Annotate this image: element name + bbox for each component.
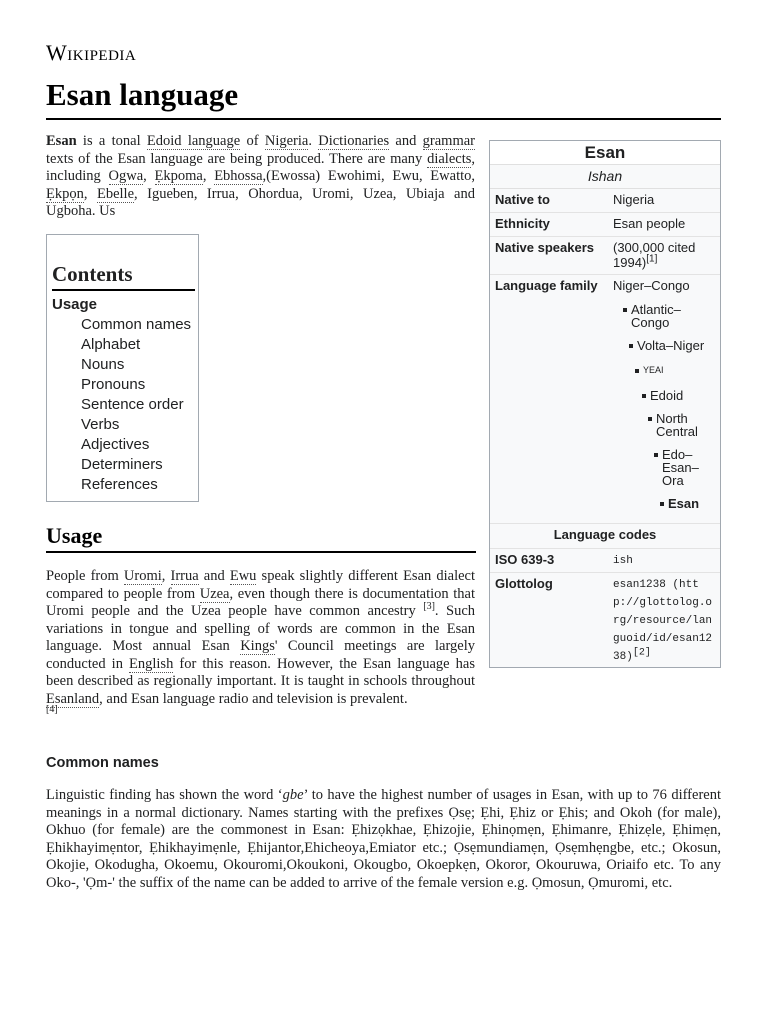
infobox-label[interactable]: Glottolog: [495, 576, 553, 591]
family-tree: [613, 303, 716, 510]
section-heading-usage: Usage: [46, 522, 476, 553]
common-names-text: ’ to have the highest number of usages in Esan, with up to 76 different meanings in a normal dictionary. Names starting with the prefixes Ọsẹ; Ẹhi, Ẹhiz or Ẹhis; and Okoh (for male), Okhuo (for female) are the commonest in Esan: Ẹhizọkhae, Ẹhizojie, Ẹhinọmẹn, Ẹhimanre, Ẹhizẹle, Ẹhimẹn, Ẹhikhayimẹntor, Ẹhikhayimẹnle, Ẹhijantor,Ehicheoya,Emiator etc.; Ọsẹmundiamẹn, Ọsẹmhẹngbe, etc.; Okosun, Okojie, Okodugha, Okoemu, Okouromi,Okoukoni, Okougbo, Okoepkẹn, Okoror, Okouruwa, Oriaifo etc. To any Oko-, 'Ọm-' the suffix of the name can be added to arrive of the female version e.g. Ọmosun, Ọmuromi, etc.: [46, 787, 721, 891]
page-title: Esan language: [46, 76, 721, 120]
link-ewu[interactable]: Ewu: [229, 568, 257, 584]
link-ekpon[interactable]: Ẹkpọn: [46, 185, 84, 202]
common-names-text: Linguistic finding has shown the word ‘: [46, 787, 283, 803]
toc-item-references[interactable]: References: [81, 476, 158, 493]
infobox-value-speakers: [613, 237, 720, 273]
table-of-contents: [46, 234, 199, 502]
usage-text: ' Council meetings are largely conducted in: [46, 638, 475, 672]
intro-text: texts of the Esan language are being produced. There are many: [46, 150, 428, 167]
link-esanland[interactable]: Esanland: [46, 690, 100, 707]
infobox-row-native-to: [490, 189, 720, 213]
intro-text: , Igueben, Irrua, Ohordua, Uromi, Uzea, Ubiaja and Ugboha. Us: [46, 185, 475, 219]
intro-paragraph: [46, 133, 475, 221]
intro-text: .: [308, 133, 319, 149]
toc-item-alphabet[interactable]: Alphabet: [81, 336, 141, 353]
family-node-north-central[interactable]: North Central: [656, 412, 706, 438]
family-node-volta-niger[interactable]: Volta–Niger: [637, 339, 716, 352]
link-uromi[interactable]: Uromi: [123, 568, 162, 584]
link-nigeria[interactable]: Nigeria: [264, 133, 309, 149]
intro-text: ,: [143, 168, 155, 184]
intro-text: ,: [83, 185, 97, 202]
family-node-yeai: YEAI: [643, 364, 716, 377]
infobox-value-ethnicity[interactable]: Esan people: [613, 216, 686, 231]
intro-bold-term: Esan: [46, 133, 77, 149]
toc-item-verbs[interactable]: Verbs: [81, 416, 120, 433]
reference-3[interactable]: [3]: [423, 601, 435, 613]
usage-text: People from: [46, 568, 124, 584]
infobox-row-speakers: [490, 237, 720, 275]
link-ekpoma[interactable]: Ẹkpoma: [154, 168, 203, 184]
link-english[interactable]: English: [129, 655, 174, 672]
link-irrua[interactable]: Irrua: [170, 568, 199, 584]
intro-text: is a tonal: [76, 133, 147, 149]
family-node-edo-esan-ora[interactable]: Edo–Esan–Ora: [662, 448, 706, 487]
glottolog-code[interactable]: esan1238 (http://glottolog.org/resource/languoid/id/esan1238): [613, 579, 713, 663]
link-uzea[interactable]: Uzea: [199, 585, 230, 602]
link-kings[interactable]: Kings: [240, 638, 275, 654]
intro-text: , including: [46, 150, 475, 184]
link-edoid-language[interactable]: Edoid language: [146, 133, 241, 149]
usage-text: speak slightly different Esan dialect compared to people from: [46, 568, 476, 602]
link-dialects[interactable]: dialects: [427, 150, 472, 167]
infobox-value-glottolog: [613, 573, 720, 669]
toc-item-sentence-order[interactable]: Sentence order: [81, 396, 184, 413]
speakers-text: (300,000 cited 1994): [613, 240, 696, 270]
infobox-label: Native to: [495, 192, 550, 207]
infobox-label[interactable]: ISO 639-3: [495, 552, 555, 567]
intro-text: ,(Ewossa) Ewohimi, Ewu, Ewatto,: [262, 168, 476, 184]
family-node-esan: Esan: [668, 497, 716, 510]
intro-text: and: [389, 133, 423, 149]
toc-item-pronouns[interactable]: Pronouns: [81, 376, 146, 393]
subsection-heading-common-names: Common names: [46, 755, 159, 771]
wikipedia-wordmark[interactable]: Wikipedia: [46, 40, 137, 65]
infobox: [489, 140, 721, 668]
family-node-edoid[interactable]: Edoid: [650, 389, 716, 402]
usage-reference-4: [46, 706, 721, 724]
toc-item-common-names[interactable]: Common names: [81, 316, 192, 333]
infobox-value-native-to[interactable]: Nigeria: [613, 192, 655, 207]
infobox-row-family: [490, 275, 720, 524]
link-grammar[interactable]: grammar: [422, 133, 475, 149]
toc-item-adjectives[interactable]: Adjectives: [81, 436, 150, 453]
link-dictionaries[interactable]: Dictionaries: [318, 133, 390, 149]
intro-text: ,: [202, 168, 215, 184]
link-ogwa[interactable]: Ogwa: [108, 168, 144, 184]
infobox-title: Esan: [490, 141, 720, 165]
usage-text: ,: [161, 568, 171, 584]
toc-title: Contents: [52, 261, 195, 291]
emphasis-gbe: gbe: [282, 787, 304, 803]
reference-2[interactable]: [2]: [632, 647, 651, 659]
toc-item-determiners[interactable]: Determiners: [81, 456, 163, 473]
link-ebhossa[interactable]: Ebhossa: [214, 168, 263, 184]
toc-item-usage[interactable]: Usage: [52, 296, 98, 313]
usage-text: . Such variations in tongue and spelling of words are common in the Esan language. Most annual Esan: [46, 603, 475, 654]
infobox-value-iso[interactable]: ish: [613, 555, 633, 567]
usage-paragraph: [46, 568, 475, 708]
common-names-paragraph: [46, 787, 721, 892]
infobox-section-language-codes: Language codes: [490, 524, 720, 549]
toc-item-nouns[interactable]: Nouns: [81, 356, 125, 373]
intro-text: of: [240, 133, 265, 149]
infobox-label: Native speakers: [495, 240, 595, 255]
infobox-native-name: Ishan: [490, 165, 720, 189]
family-root[interactable]: Niger–Congo: [613, 278, 690, 293]
infobox-value-family: [613, 275, 720, 513]
infobox-row-iso: [490, 549, 720, 573]
link-ebelle[interactable]: Ebelle: [96, 185, 135, 202]
infobox-row-ethnicity: [490, 213, 720, 237]
reference-4[interactable]: [4]: [46, 704, 58, 716]
infobox-label: Language family: [495, 278, 598, 293]
usage-text: , even though there is documentation that Uromi people and the Uzea people have common ancestry: [46, 585, 475, 619]
toc-list: [52, 296, 191, 495]
usage-text: , and Esan language radio and television is prevalent.: [99, 690, 408, 707]
reference-1[interactable]: [1]: [646, 253, 658, 265]
usage-text: for this reason. However, the Esan language has been described as regionally important. It is taught in schools throughout: [46, 655, 475, 689]
infobox-row-glottolog: [490, 573, 720, 667]
family-node-atlantic-congo[interactable]: Atlantic–Congo: [631, 303, 691, 329]
infobox-label: Ethnicity: [495, 216, 550, 231]
usage-text: and: [198, 568, 230, 584]
